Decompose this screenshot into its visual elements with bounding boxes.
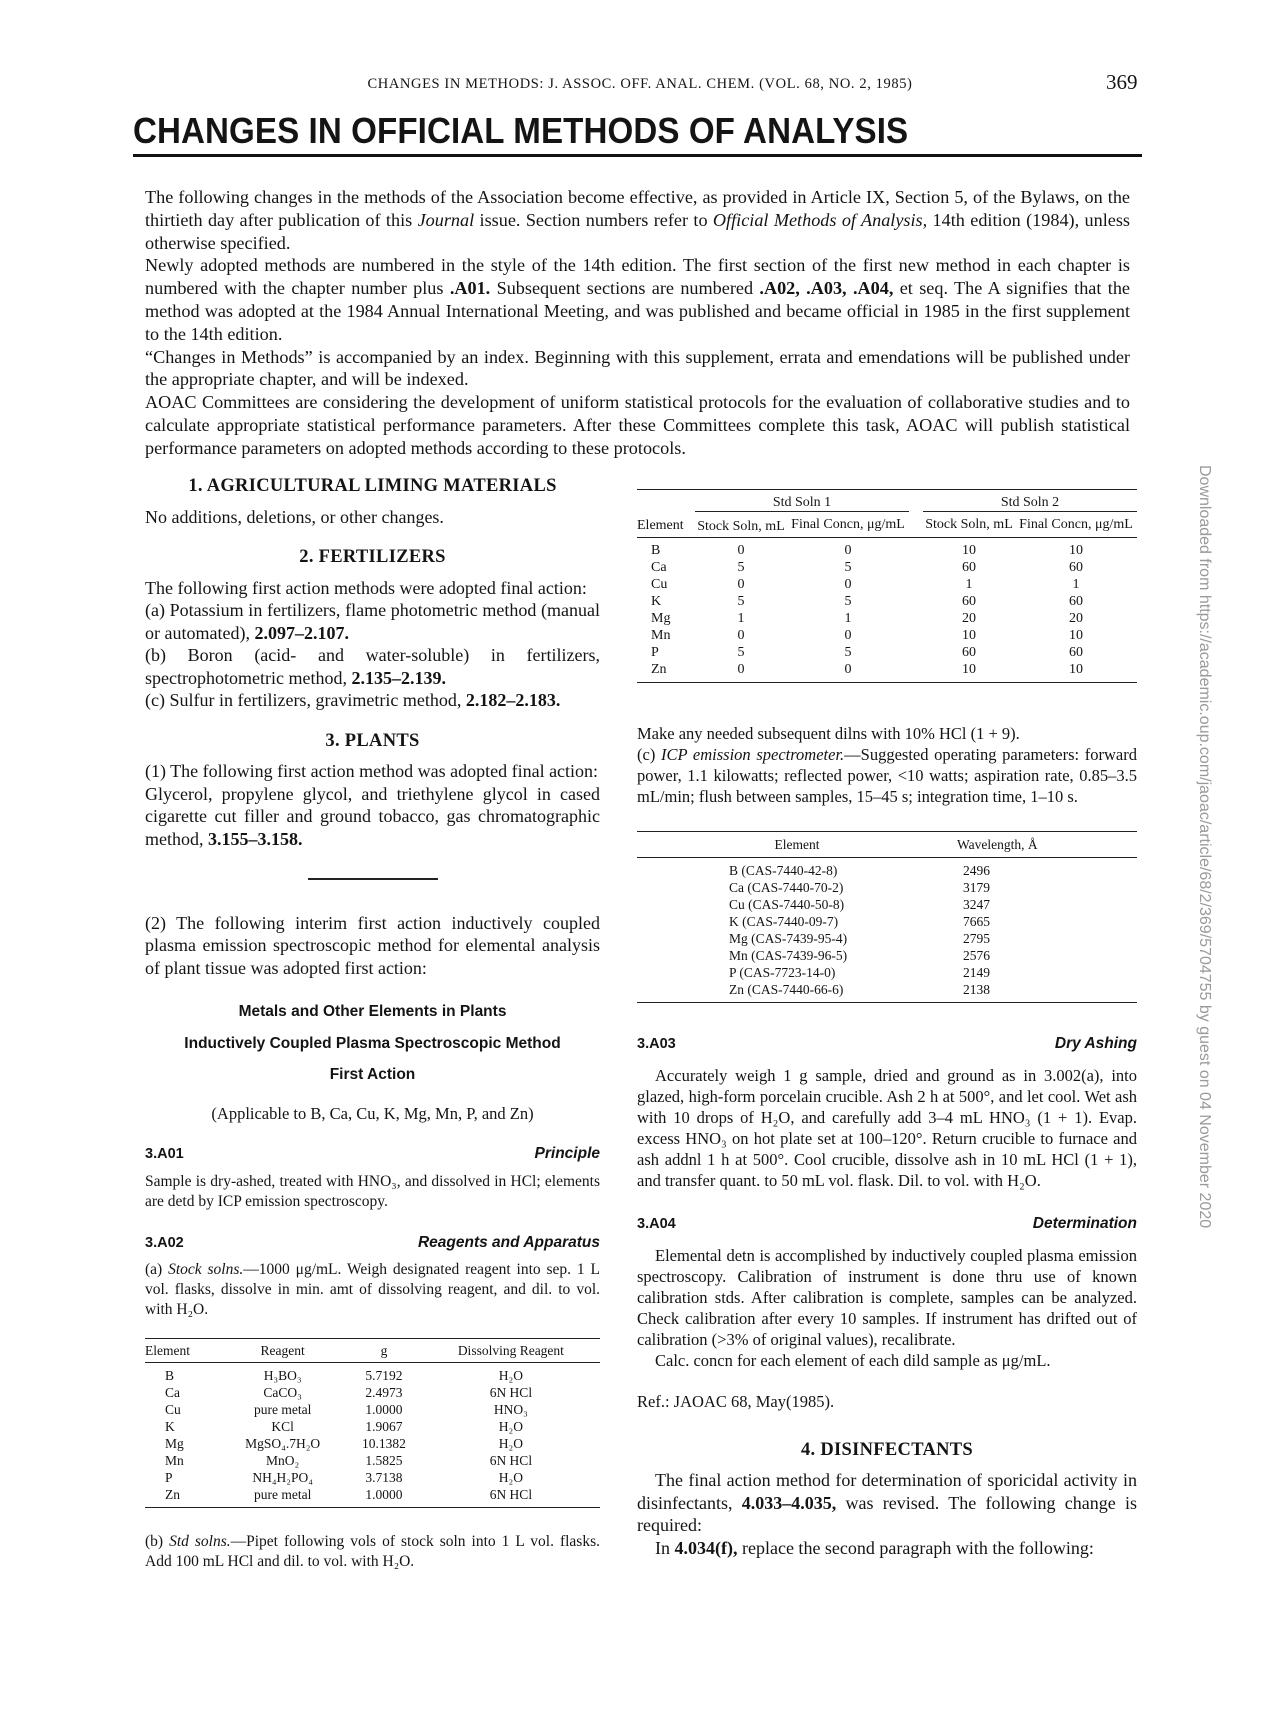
table-cell: 0 [844,576,852,592]
table-cell: CaCO₃ [263,1385,302,1400]
table-row [145,1418,600,1435]
table-cell: 60 [962,593,976,609]
table-cell: MnO₂ [266,1453,300,1468]
table-cell: H₃BO₃ [263,1368,302,1383]
section-4-text: The final action method for determination of sporicidal activity in disinfectants, 4.033–4.035, was revised. The following change is required: [637,1470,1137,1535]
spacer-cell [909,593,923,610]
table-cell: 7665 [963,914,990,929]
table-row [145,1435,600,1452]
table-cell: Zn [651,661,667,677]
section-3a03-heading [637,1033,1137,1055]
running-head: CHANGES IN METHODS: J. ASSOC. OFF. ANAL. CHEM. (VOL. 68, NO. 2, 1985) [367,76,913,92]
column-header: Dissolving Reagent [457,1343,564,1358]
table-cell: 2795 [963,931,990,946]
spacer-cell [909,644,923,661]
table-cell: 10 [962,542,976,558]
section-title: Dry Ashing [1054,1035,1137,1052]
dilns-text: Make any needed subsequent dilns with 10% HCl (1 + 9). [637,724,1020,743]
page-number: 369 [1106,70,1138,94]
table-cell: K [165,1419,175,1434]
table-cell: 60 [1069,593,1083,609]
column-header: g [380,1343,388,1358]
table-cell: K (CAS-7440-09-7) [729,914,839,929]
column-header: Stock Soln, mL [925,516,1013,532]
table-cell: 5 [844,559,852,575]
table-cell: Cu (CAS-7440-50-8) [729,897,845,912]
table-cell: 5 [844,593,852,609]
table-cell: 1 [965,576,973,592]
table-cell: MgSO₄.7H₂O [245,1436,321,1451]
principle-text: Sample is dry-ashed, treated with HNO₃, and dissolved in HCl; elements are detd by ICP emission spectroscopy. [145,1172,600,1210]
section-3-heading: 3. PLANTS [325,730,420,751]
section-number: 3.A02 [145,1234,184,1251]
download-watermark: Downloaded from https://academic.oup.com/jaoac/article/68/2/369/5704755 by guest on 04 November 2020 [1196,465,1213,1229]
table-cell: 0 [737,627,745,643]
table-row [637,593,1137,610]
section-2-intro: The following first action methods were adopted final action: [145,577,587,598]
table-cell: 3247 [963,897,990,912]
right-column [637,723,1137,1559]
table-cell: 5 [737,644,745,660]
table-row [145,1384,600,1401]
std-soln-table-block [637,489,1137,683]
table-cell: 6N HCl [489,1453,533,1468]
table-cell: 1 [1072,576,1080,592]
table-cell: 2.4973 [365,1385,403,1400]
table-cell: Zn (CAS-7440-66-6) [729,982,844,997]
table-cell: 5 [844,644,852,660]
left-column [145,475,600,1572]
page-title: CHANGES IN OFFICIAL METHODS OF ANALYSIS [133,110,909,151]
dry-ashing-text: Accurately weigh 1 g sample, dried and ground as in 3.002(a), into glazed, high-form porcelain crucible. Ash 2 h at 500°, and let cool. Wet ash with 10 drops of H₂O, and carefully add 3–4 mL HNO₃ (1 + 1). Evap. excess HNO₃ on hot plate set at 100–120°. Return crucible to furnace and ash addnl 1 h at 500°. Cool crucible, dissolve ash in 10 mL HCl (1 + 1), and transfer quant. to 50 mL vol. flask. Dil. to vol. with H₂O. [637,1066,1137,1190]
table-cell: P [165,1470,173,1485]
section-4-heading: 4. DISINFECTANTS [800,1440,974,1460]
section-title: Reagents and Apparatus [417,1233,600,1251]
calc-text: Calc. concn for each element of each dild sample as μg/mL. [655,1351,1051,1370]
spacer-cell [909,537,923,559]
table-cell: P (CAS-7723-14-0) [729,965,836,980]
reagent-table [145,1338,600,1508]
table-cell: 60 [962,559,976,575]
section-2-item-c: (c) Sulfur in fertilizers, gravimetric method, 2.182–2.183. [145,690,561,710]
section-2-item-a: (a) Potassium in fertilizers, flame photometric method (manual or automated), 2.097–2.107. [145,600,600,643]
table-cell: 2149 [963,965,990,980]
table-row [637,964,1137,981]
table-cell: Cu [651,576,668,592]
table-cell: 1.0000 [365,1487,403,1502]
table-cell: 20 [1069,610,1083,626]
spacer-cell [909,661,923,683]
table-cell: 5 [737,593,745,609]
column-group-header: Std Soln 1 [695,490,909,512]
table-cell: Mn [165,1453,184,1468]
spacer-cell [909,559,923,576]
table-cell: 0 [844,661,852,677]
table-row [637,930,1137,947]
column-header: Final Concn, μg/mL [791,516,905,532]
table-cell: H₂O [498,1368,523,1383]
table-cell: 3179 [963,880,990,895]
table-row [145,1486,600,1508]
table-cell: 10 [962,627,976,643]
method-title-1: Metals and Other Elements in Plants [238,1003,507,1020]
table-cell: H₂O [498,1419,523,1434]
table-cell: 1 [737,610,745,626]
table-cell: 10.1382 [362,1436,406,1451]
table-row [145,1363,600,1385]
table-cell: 0 [737,542,745,558]
table-cell: 1.0000 [365,1402,403,1417]
table-cell: pure metal [253,1487,312,1502]
section-number: 3.A04 [637,1216,676,1232]
table-cell: 0 [844,627,852,643]
table-cell: 5.7192 [365,1368,403,1383]
stock-solns-text: (a) Stock solns.—1000 μg/mL. Weigh designated reagent into sep. 1 L vol. flasks, dissolve in min. amt of dissolving reagent, and dil. to vol. with H₂O. [145,1261,601,1318]
table-cell: 60 [962,644,976,660]
table-cell: H₂O [498,1470,523,1485]
intro-paragraph-2: Newly adopted methods are numbered in the style of the 14th edition. The first section of the first new method in each chapter is numbered with the chapter number plus .A01. Subsequent sections are numbered .A02, .A03, .A04, et seq. The A signifies that the method was adopted at the 1984 Annual International Meeting, and was published and became official in 1985 in the first supplement to the 14th edition. [145,255,1130,344]
table-cell: B [651,542,661,558]
table-header-row [637,832,1137,858]
spacer-cell [909,576,923,593]
table-cell: Mg [165,1436,184,1451]
table-cell: NH₄H₂PO₄ [252,1470,313,1485]
wavelength-table-body [637,858,1137,1003]
intro-paragraph-4: AOAC Committees are considering the development of uniform statistical protocols for the evaluation of collaborative studies and to calculate appropriate statistical performance parameters. After these Committees complete this task, AOAC will publish statistical performance parameters on adopted methods according to these protocols. [145,392,1130,458]
intro-paragraph-3: “Changes in Methods” is accompanied by an index. Beginning with this supplement, errata and emendations will be published under the appropriate chapter, and will be indexed. [145,346,1130,390]
intro-paragraph-1: The following changes in the methods of the Association become effective, as provided in Article IX, Section 5, of the Bylaws, on the thirtieth day after publication of this Journal issue. Section numbers refer to Official Methods of Analysis, 14th edition (1984), unless otherwise specified. [145,187,1130,253]
table-row [637,913,1137,930]
table-cell: 2576 [963,948,990,963]
section-1-text: No additions, deletions, or other changes. [145,506,444,527]
table-row [145,1401,600,1418]
table-cell: 3.7138 [365,1470,403,1485]
table-row [637,947,1137,964]
std-soln-table [637,489,1137,683]
table-cell: B [165,1368,175,1383]
table-cell: 0 [844,542,852,558]
separator-rule [308,878,438,880]
table-cell: Mn [651,627,671,643]
table-cell: K [651,593,662,609]
reagent-table-body [145,1363,600,1508]
table-cell: 20 [962,610,976,626]
table-cell: 1 [844,610,852,626]
table-cell: Cu [165,1402,181,1417]
table-row [145,1452,600,1469]
table-row [637,879,1137,896]
wavelength-table [637,831,1137,1003]
table-cell: 10 [1069,627,1083,643]
section-number: 3.A01 [145,1146,184,1162]
table-cell: 10 [1069,542,1083,558]
table-cell: H₂O [498,1436,523,1451]
table-cell: 1.9067 [365,1419,403,1434]
section-3a04-heading [637,1213,1137,1235]
section-4-instruction: In 4.034(f), replace the second paragraph with the following: [655,1537,1094,1558]
table-row [637,576,1137,593]
section-3a02-heading [145,1232,600,1255]
table-cell: 10 [1069,661,1083,677]
table-row [145,1469,600,1486]
table-header-row [145,1339,600,1363]
title-rule [133,154,1142,157]
section-3a01-heading [145,1143,600,1166]
table-row [637,610,1137,627]
table-cell: 10 [962,661,976,677]
table-cell: 60 [1069,644,1083,660]
std-soln-table-body [637,537,1137,682]
table-row [637,627,1137,644]
std-solns-text: (b) Std solns.—Pipet following vols of stock soln into 1 L vol. flasks. Add 100 mL HCl and dil. to vol. with H₂O. [145,1533,600,1570]
method-title-3: First Action [329,1066,416,1083]
table-cell: pure metal [253,1402,312,1417]
table-row [637,559,1137,576]
column-header: Element [637,517,684,533]
table-row [637,661,1137,683]
table-cell: 2496 [963,863,990,878]
table-cell: Zn [165,1487,180,1502]
column-header: Element [774,837,820,852]
table-row [637,537,1137,559]
section-3-item-1: (1) The following first action method was adopted final action: [145,761,599,781]
table-cell: P [651,644,659,660]
table-cell: 2138 [963,982,990,997]
table-cell: 60 [1069,559,1083,575]
table-group-row [637,490,1137,512]
table-row [637,981,1137,1003]
section-2-heading: 2. FERTILIZERS [299,547,446,567]
table-cell: Ca [165,1385,180,1400]
section-number: 3.A03 [637,1036,676,1052]
section-1-heading: 1. AGRICULTURAL LIMING MATERIALS [188,476,557,496]
table-cell: 6N HCl [489,1385,533,1400]
table-cell: 6N HCl [489,1487,533,1502]
table-cell: HNO₃ [493,1402,528,1417]
icp-spectrometer-text: (c) ICP emission spectrometer.—Suggested operating parameters: forward power, 1.1 kilowatts; reflected power, <10 watts; aspiration rate, 0.85–3.5 mL/min; flush between samples, 15–45 s; integration time, 1–10 s. [637,745,1137,806]
table-cell: Mg [651,610,671,626]
table-header-row [637,512,1137,538]
section-title: Determination [1032,1215,1137,1232]
table-cell: Ca (CAS-7440-70-2) [729,880,844,895]
table-cell: 0 [737,576,745,592]
section-2-item-b: (b) Boron (acid- and water-soluble) in fertilizers, spectrophotometric method, 2.135–2.139. [145,645,600,688]
column-header: Element [145,1343,190,1358]
column-header: Reagent [260,1343,305,1358]
section-title: Principle [534,1145,600,1162]
reference: Ref.: JAOAC 68, May(1985). [637,1392,835,1411]
table-cell: 5 [737,559,745,575]
spacer-cell [909,610,923,627]
table-cell: B (CAS-7440-42-8) [729,863,838,878]
table-cell: 0 [737,661,745,677]
table-row [637,644,1137,661]
table-cell: 1.5825 [365,1453,403,1468]
column-header: Stock Soln, mL [697,519,785,535]
section-3-item-2: (2) The following interim first action inductively coupled plasma emission spectroscopic method for elemental analysis of plant tissue was adopted first action: [145,912,600,978]
section-3-item-1-text: Glycerol, propylene glycol, and triethylene glycol in cased cigarette cut filler and ground tobacco, gas chromatographic method, 3.155–3.158. [145,783,600,849]
table-cell: KCl [271,1419,294,1434]
table-cell: Mn (CAS-7439-96-5) [729,948,848,963]
determination-text: Elemental detn is accomplished by inductively coupled plasma emission spectroscopy. Calibration of instrument is done thru use of known calibration stds. After calibration is complete, samples can be analyzed. Check calibration after every 10 samples. If instrument has drifted out of calibration (>3% of original values), recalibrate. [637,1246,1137,1349]
table-cell: Ca [651,559,667,575]
table-row [637,858,1137,880]
column-header: Wavelength, Å [957,837,1038,852]
column-group-header: Std Soln 2 [923,490,1137,512]
applicable-elements: (Applicable to B, Ca, Cu, K, Mg, Mn, P, and Zn) [211,1103,534,1123]
method-title-2: Inductively Coupled Plasma Spectroscopic Method [184,1034,561,1052]
table-cell: Mg (CAS-7439-95-4) [729,931,848,946]
spacer-cell [909,627,923,644]
intro [145,186,1130,460]
column-header: Final Concn, μg/mL [1019,516,1133,532]
table-row [637,896,1137,913]
